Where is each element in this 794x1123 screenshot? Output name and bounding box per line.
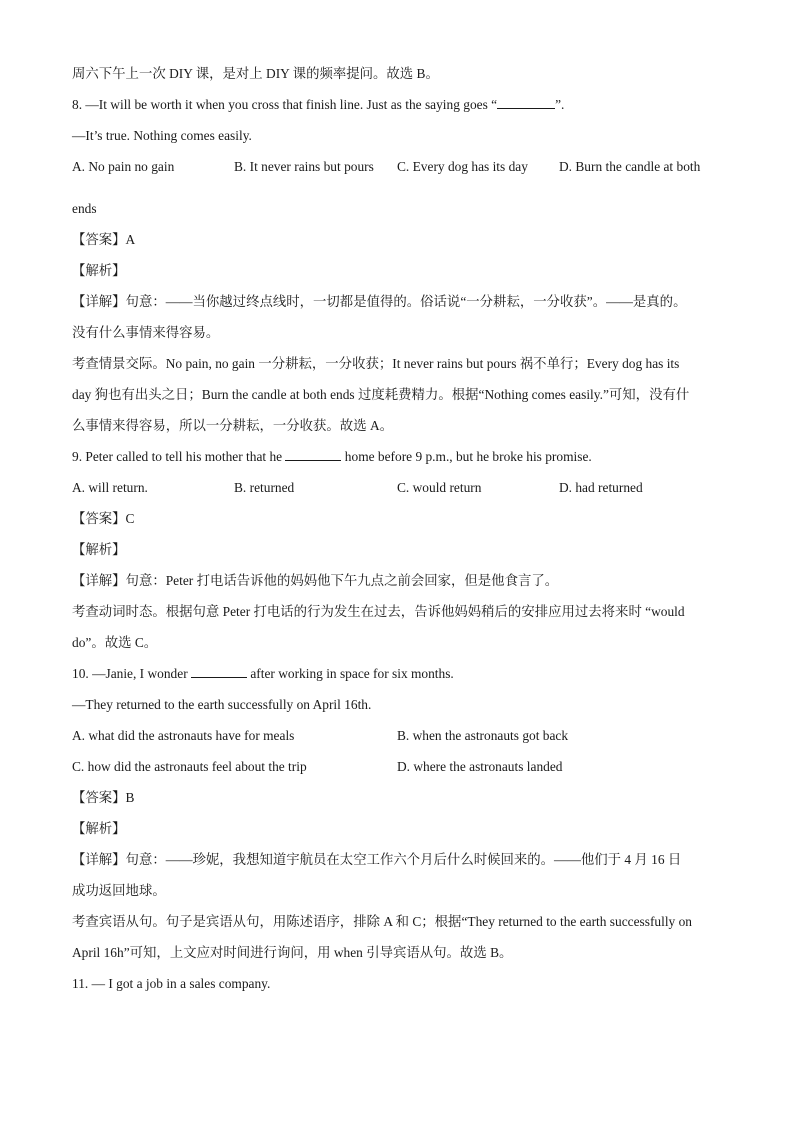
q9-detail-1: 【详解】句意：Peter 打电话告诉他的妈妈他下午九点之前会回家，但是他食言了。: [72, 573, 559, 588]
q9-explain-2: do”。故选 C。: [72, 635, 158, 650]
q10-explain-1: 考查宾语从句。句子是宾语从句，用陈述语序，排除 A 和 C；根据“They returned to the earth successfully on: [72, 914, 692, 929]
q10-options-row1: [72, 724, 722, 755]
option-d: D. Burn the candle at both: [559, 159, 701, 174]
option-d: D. had returned: [559, 480, 643, 495]
q8-detail-2: 没有什么事情来得容易。: [72, 325, 220, 340]
option-a: A. No pain no gain: [72, 159, 175, 174]
document-page: [72, 62, 722, 1003]
answer-blank: [191, 663, 247, 678]
q10-stem: 10. —Janie, I wonder after working in space for six months.: [72, 662, 722, 693]
option-c: C. how did the astronauts feel about the trip: [72, 759, 307, 774]
q8-explain-2: day 狗也有出头之日；Burn the candle at both ends 过度耗费精力。根据“Nothing comes easily.”可知，没有什: [72, 387, 690, 402]
q8-reply: —It’s true. Nothing comes easily.: [72, 128, 252, 143]
q8-stem: 8. —It will be worth it when you cross that finish line. Just as the saying goes “ ”.: [72, 93, 722, 124]
q8-answer: 【答案】A: [72, 232, 136, 247]
option-a: A. will return.: [72, 480, 148, 495]
q10-analysis-label: 【解析】: [72, 821, 126, 836]
q10-options-row2: [72, 755, 722, 786]
q10-detail-2: 成功返回地球。: [72, 883, 166, 898]
q9-answer: 【答案】C: [72, 511, 135, 526]
q8-option-continuation: ends: [72, 201, 97, 216]
q10-detail-1: 【详解】句意：——珍妮，我想知道宇航员在太空工作六个月后什么时候回来的。——他们于 4 月 16 日: [72, 852, 682, 867]
q10-reply: —They returned to the earth successfully on April 16th.: [72, 697, 372, 712]
option-d: D. where the astronauts landed: [397, 759, 563, 774]
q10-answer: 【答案】B: [72, 790, 135, 805]
q9-analysis-label: 【解析】: [72, 542, 126, 557]
q11-stem: 11. — I got a job in a sales company.: [72, 976, 271, 991]
option-b: B. when the astronauts got back: [397, 728, 569, 743]
option-b: B. returned: [234, 480, 295, 495]
q9-options: [72, 476, 722, 507]
option-b: B. It never rains but pours: [234, 159, 374, 174]
option-c: C. Every dog has its day: [397, 159, 528, 174]
intro-line: 周六下午上一次 DIY 课，是对上 DIY 课的频率提问。故选 B。: [72, 66, 439, 81]
answer-blank: [497, 94, 555, 109]
answer-blank: [285, 446, 341, 461]
option-c: C. would return: [397, 480, 482, 495]
q8-detail-1: 【详解】句意：——当你越过终点线时，一切都是值得的。俗话说“一分耕耘，一分收获”。——是真的。: [72, 294, 687, 309]
q8-explain-3: 么事情来得容易，所以一分耕耘，一分收获。故选 A。: [72, 418, 394, 433]
q10-explain-2: April 16h”可知，上文应对时间进行询问，用 when 引导宾语从句。故选 B。: [72, 945, 513, 960]
q8-explain-1: 考查情景交际。No pain, no gain 一分耕耘，一分收获；It never rains but pours 祸不单行；Every dog has its: [72, 356, 680, 371]
option-a: A. what did the astronauts have for meals: [72, 728, 295, 743]
q9-explain-1: 考查动词时态。根据句意 Peter 打电话的行为发生在过去，告诉他妈妈稍后的安排应用过去将来时 “would: [72, 604, 685, 619]
q8-options: [72, 155, 722, 186]
q9-stem: 9. Peter called to tell his mother that he home before 9 p.m., but he broke his promise.: [72, 445, 722, 476]
q8-analysis-label: 【解析】: [72, 263, 126, 278]
